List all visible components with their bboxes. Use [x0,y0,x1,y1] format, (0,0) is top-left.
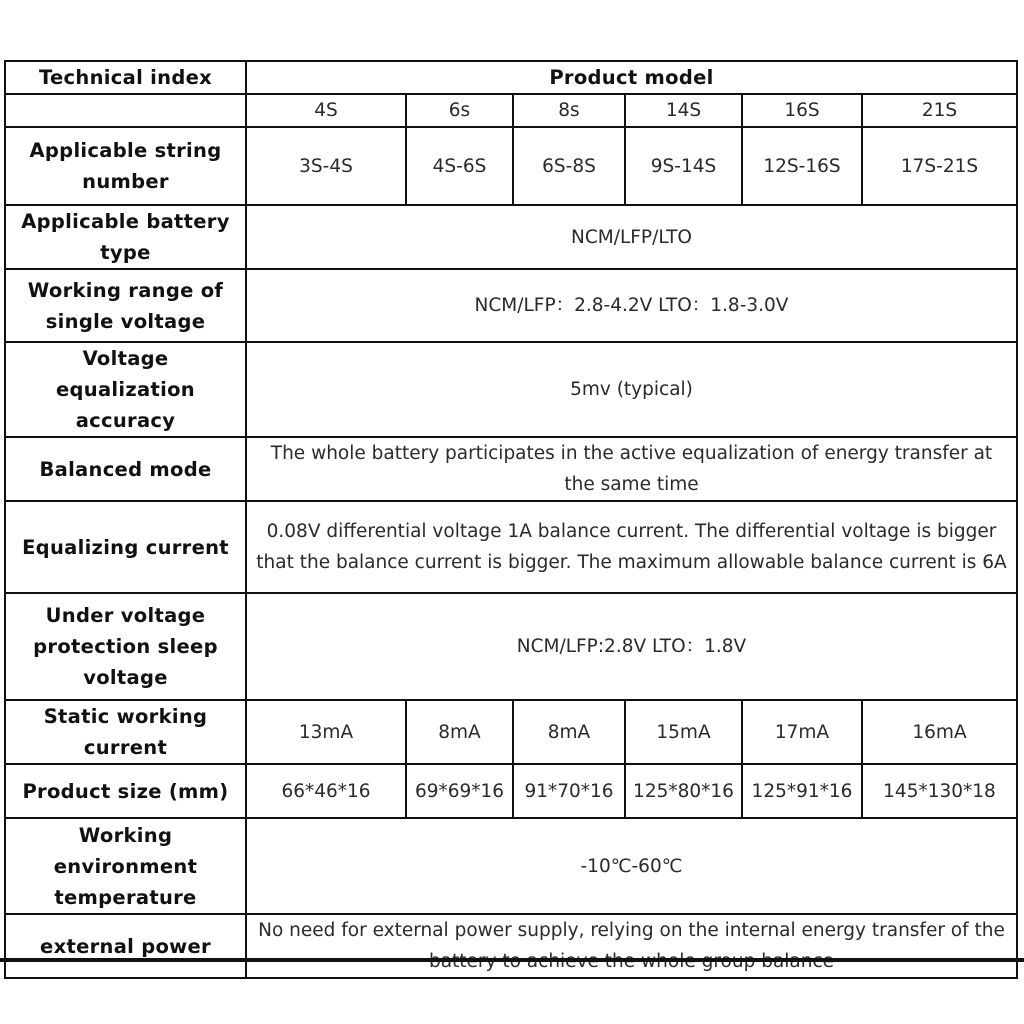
applicable-string-number-row [5,127,1017,205]
product-size-row [5,764,1017,818]
model-4s: 4S [246,94,406,127]
voltage-equalization-label: Voltage equalization accuracy [5,342,246,437]
static-working-current-row [5,700,1017,764]
product-size-8s: 91*70*16 [513,764,625,818]
equalizing-current-value: 0.08V differential voltage 1A balance current. The differential voltage is bigger that the balance current is bigger. The maximum allowable balance current is 6A [246,501,1017,593]
string-number-8s: 6S-8S [513,127,625,205]
model-6s: 6s [406,94,513,127]
working-range-row [5,269,1017,342]
product-size-4s: 66*46*16 [246,764,406,818]
working-temperature-row [5,818,1017,914]
model-row [5,94,1017,127]
product-size-16s: 125*91*16 [742,764,862,818]
working-range-label: Working range of single voltage [5,269,246,342]
working-temperature-label: Working environment temperature [5,818,246,914]
balanced-mode-row [5,437,1017,501]
static-current-4s: 13mA [246,700,406,764]
bottom-divider [0,958,1024,962]
technical-index-header: Technical index [5,61,246,94]
model-14s: 14S [625,94,742,127]
string-number-6s: 4S-6S [406,127,513,205]
under-voltage-value: NCM/LFP:2.8V LTO：1.8V [246,593,1017,700]
equalizing-current-label: Equalizing current [5,501,246,593]
header-row [5,61,1017,94]
string-number-14s: 9S-14S [625,127,742,205]
under-voltage-row [5,593,1017,700]
model-21s: 21S [862,94,1017,127]
balanced-mode-label: Balanced mode [5,437,246,501]
product-model-header: Product model [246,61,1017,94]
static-working-current-label: Static working current [5,700,246,764]
model-16s: 16S [742,94,862,127]
product-size-6s: 69*69*16 [406,764,513,818]
applicable-battery-type-label: Applicable battery type [5,205,246,269]
balanced-mode-value: The whole battery participates in the active equalization of energy transfer at the same time [246,437,1017,501]
under-voltage-label: Under voltage protection sleep voltage [5,593,246,700]
static-current-14s: 15mA [625,700,742,764]
product-size-14s: 125*80*16 [625,764,742,818]
static-current-16s: 17mA [742,700,862,764]
equalizing-current-row [5,501,1017,593]
model-row-label [5,94,246,127]
external-power-row [5,914,1017,978]
string-number-16s: 12S-16S [742,127,862,205]
working-range-value: NCM/LFP：2.8-4.2V LTO：1.8-3.0V [246,269,1017,342]
spec-table [4,60,1018,979]
external-power-value: No need for external power supply, relying on the internal energy transfer of the [246,914,1017,978]
external-power-label: external power [5,914,246,978]
voltage-equalization-row [5,342,1017,437]
model-8s: 8s [513,94,625,127]
working-temperature-value: -10℃-60℃ [246,818,1017,914]
string-number-21s: 17S-21S [862,127,1017,205]
product-size-21s: 145*130*18 [862,764,1017,818]
static-current-6s: 8mA [406,700,513,764]
product-size-label: Product size (mm) [5,764,246,818]
string-number-4s: 3S-4S [246,127,406,205]
applicable-battery-type-row [5,205,1017,269]
applicable-string-number-label: Applicable string number [5,127,246,205]
static-current-8s: 8mA [513,700,625,764]
static-current-21s: 16mA [862,700,1017,764]
applicable-battery-type-value: NCM/LFP/LTO [246,205,1017,269]
voltage-equalization-value: 5mv (typical) [246,342,1017,437]
